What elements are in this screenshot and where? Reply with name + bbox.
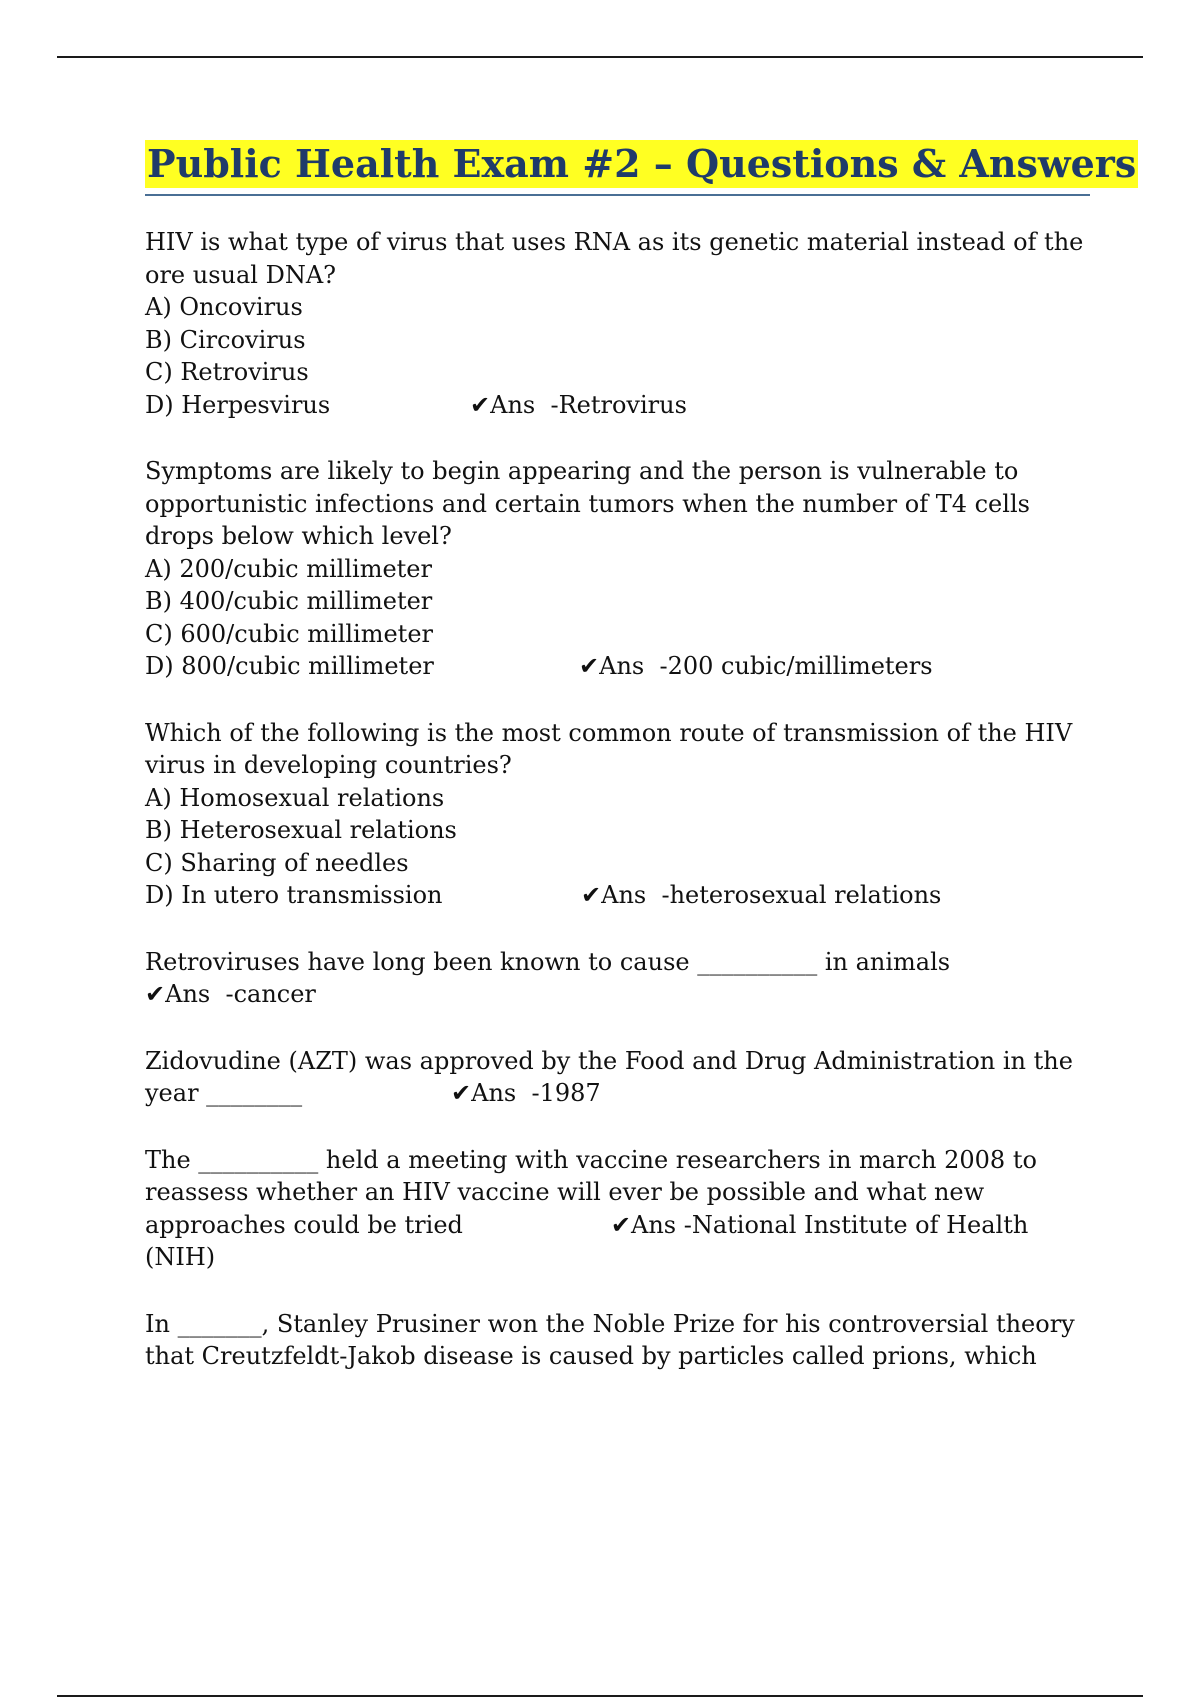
- option-d-row: [145, 650, 1090, 683]
- document-page: [145, 140, 1137, 1407]
- question-stem: In _______, Stanley Prusiner won the Noble Prize for his controversial theory that Creutzfeldt-Jakob disease is caused by particles called prions, which: [145, 1309, 1075, 1370]
- option-c: C) 600/cubic millimeter: [145, 619, 433, 648]
- option-b: B) Circovirus: [145, 325, 306, 354]
- answer-text: Ans -cancer: [165, 980, 316, 1008]
- checkmark-icon: ✔: [470, 390, 491, 419]
- question-stem: The __________ held a meeting with vaccine researchers in march 2008 to reassess whether an HIV vaccine will ever be possible and what new approaches could be tried: [145, 1145, 1037, 1239]
- option-c: C) Sharing of needles: [145, 848, 409, 877]
- question-stem: Retroviruses have long been known to cause __________ in animals: [145, 947, 951, 976]
- checkmark-icon: ✔: [581, 881, 602, 909]
- question-3: [145, 717, 1090, 912]
- question-2: [145, 455, 1090, 683]
- question-4: [145, 946, 1090, 1011]
- answer-text: Ans -200 cubic/millimeters: [599, 652, 933, 680]
- option-d-row: [145, 389, 1090, 422]
- question-stem: Symptoms are likely to begin appearing and the person is vulnerable to opportunistic infections and certain tumors when the number of T4 cells drops below which level?: [145, 457, 1030, 550]
- question-stem: HIV is what type of virus that uses RNA as its genetic material instead of the ore usual DNA?: [145, 228, 1084, 289]
- option-d: D) 800/cubic millimeter: [145, 652, 434, 680]
- question-stem-line-1: Zidovudine (AZT) was approved by the Food and Drug Administration in the: [145, 1046, 1073, 1075]
- option-a: A) Oncovirus: [145, 293, 303, 321]
- question-stem: Which of the following is the most common route of transmission of the HIV virus in developing countries?: [145, 718, 1073, 779]
- question-5: [145, 1045, 1090, 1110]
- checkmark-icon: ✔: [145, 980, 166, 1008]
- question-stem-line-2: year ________: [145, 1079, 303, 1107]
- answer-text: Ans -heterosexual relations: [601, 881, 942, 909]
- option-d: D) Herpesvirus: [145, 390, 331, 419]
- option-d-row: [145, 879, 1090, 912]
- checkmark-icon: ✔: [579, 652, 600, 680]
- answer-text: Ans -1987: [471, 1079, 601, 1107]
- answer-text: Ans -National Institute of Health (NIH): [145, 1210, 1029, 1271]
- option-c: C) Retrovirus: [145, 358, 309, 386]
- page-title: Public Health Exam #2 – Questions & Answers: [147, 141, 1137, 186]
- option-a: A) 200/cubic millimeter: [145, 554, 432, 583]
- title-block: [145, 140, 1137, 196]
- question-stem-line-2-row: [145, 1077, 1090, 1110]
- question-with-answer: [145, 1144, 1090, 1274]
- bottom-rule: [57, 1695, 1143, 1697]
- checkmark-icon: ✔: [451, 1079, 472, 1107]
- checkmark-icon: ✔: [610, 1210, 631, 1239]
- answer-text: Ans -Retrovirus: [490, 390, 687, 419]
- option-b: B) Heterosexual relations: [145, 816, 457, 844]
- question-6: [145, 1144, 1090, 1274]
- top-rule: [57, 56, 1143, 58]
- option-d: D) In utero transmission: [145, 881, 443, 909]
- option-b: B) 400/cubic millimeter: [145, 587, 433, 615]
- option-a: A) Homosexual relations: [145, 783, 445, 812]
- question-7: [145, 1308, 1090, 1373]
- question-1: [145, 226, 1090, 421]
- answer-row: [145, 978, 1090, 1011]
